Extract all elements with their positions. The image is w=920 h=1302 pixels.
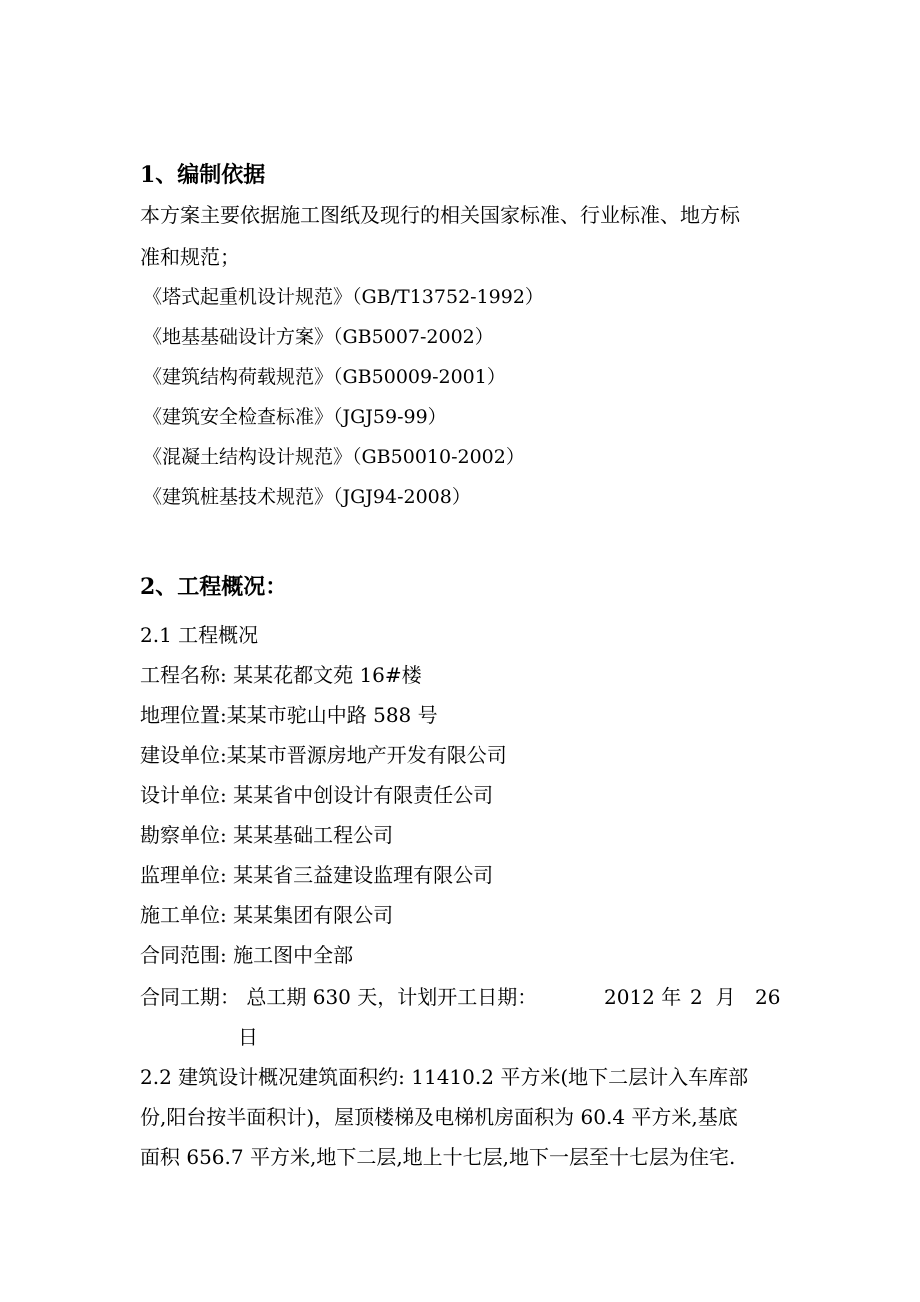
contract-period-row (140, 984, 780, 1010)
project-info-item: 勘察单位: 某某基础工程公司 (140, 823, 394, 847)
section1-heading: 1、编制依据 (140, 162, 266, 188)
design-overview-line: 2.2 建筑设计概况建筑面积约: 11410.2 平方米(地下二层计入车库部 (140, 1065, 749, 1089)
sub-heading: 2.1 工程概况 (140, 623, 259, 647)
intro-line-2: 准和规范； (140, 245, 240, 269)
project-info-item: 建设单位:某某市晋源房地产开发有限公司 (140, 743, 507, 767)
reference-item: 《建筑结构荷载规范》（GB50009-2001） (143, 366, 506, 388)
design-overview-line: 面积 656.7 平方米,地下二层,地上十七层,地下一层至十七层为住宅. (140, 1145, 736, 1169)
reference-item: 《混凝土结构设计规范》（GB50010-2002） (143, 446, 525, 468)
project-info-item: 施工单位: 某某集团有限公司 (140, 903, 394, 927)
design-overview-line: 份,阳台按半面积计)，屋顶楼梯及电梯机房面积为 60.4 平方米,基底 (140, 1105, 738, 1129)
reference-item: 《建筑桩基技术规范》（JGJ94-2008） (143, 486, 471, 508)
reference-item: 《塔式起重机设计规范》（GB/T13752-1992） (143, 286, 544, 308)
project-info-item: 合同范围: 施工图中全部 (140, 943, 354, 967)
contract-day-unit: 日 (238, 1025, 258, 1049)
contract-year: 2012 年 (604, 985, 682, 1009)
project-info-item: 地理位置:某某市驼山中路 588 号 (140, 703, 438, 727)
contract-day: 26 (755, 985, 781, 1009)
project-info-item: 设计单位: 某某省中创设计有限责任公司 (140, 783, 494, 807)
contract-label: 合同工期： (140, 985, 240, 1009)
project-info-item: 工程名称: 某某花都文苑 16#楼 (140, 663, 422, 687)
project-info-item: 监理单位: 某某省三益建设监理有限公司 (140, 863, 494, 887)
contract-duration: 总工期 630 天，计划开工日期： (246, 985, 538, 1009)
section2-heading: 2、工程概况： (140, 574, 288, 600)
reference-item: 《建筑安全检查标准》（JGJ59-99） (143, 406, 447, 428)
intro-line-1: 本方案主要依据施工图纸及现行的相关国家标准、行业标准、地方标 (140, 203, 740, 227)
contract-month: 2 月 (690, 985, 736, 1009)
reference-item: 《地基基础设计方案》（GB5007-2002） (143, 326, 494, 348)
